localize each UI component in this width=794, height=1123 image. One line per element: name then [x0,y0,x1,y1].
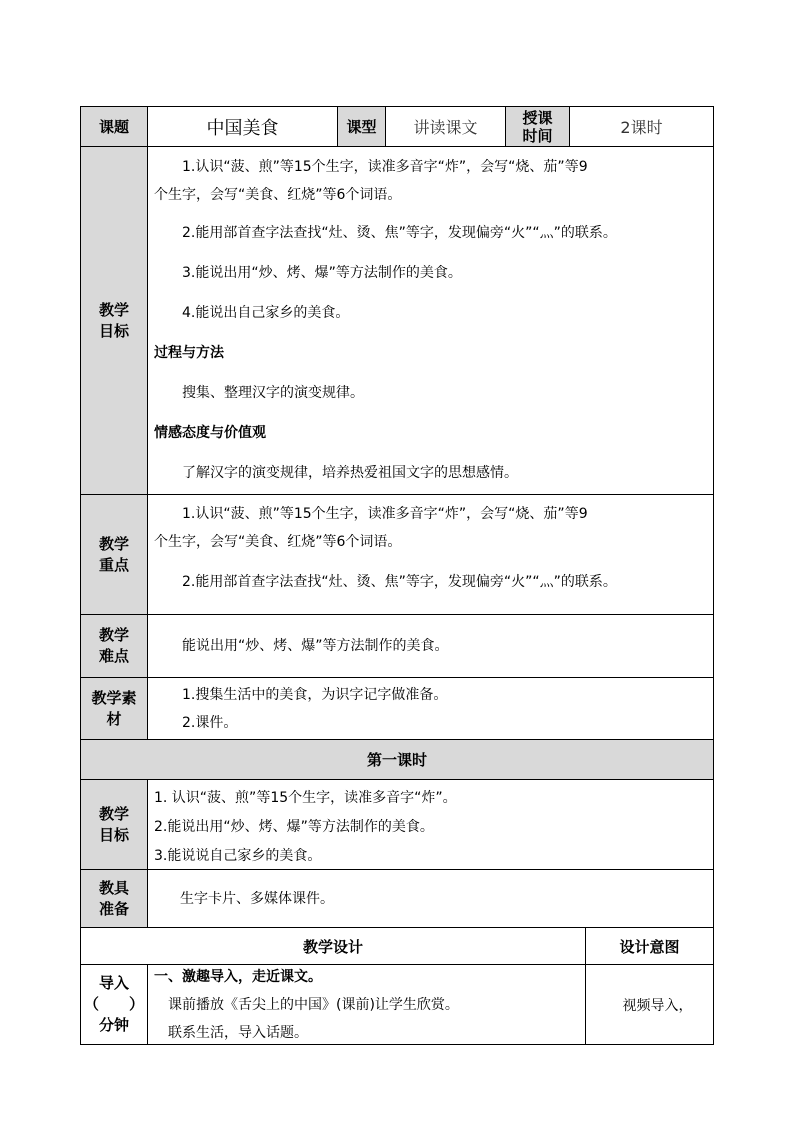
intro-line-1: 课前播放《舌尖上的中国》(课前)让学生欣赏。 [168,997,459,1013]
lesson1-title-row [81,740,714,780]
key-item-1-line2: 个生字，会写“美食、红烧”等6个词语。 [154,534,402,550]
time-value: 2课时 [570,107,714,146]
material-item-1: 1.搜集生活中的美食，为识字记字做准备。 [182,687,448,703]
subject-label: 课题 [81,107,148,146]
intent-col-heading: 设计意图 [586,928,714,964]
key-points-label-line2: 重点 [98,555,129,574]
difficulties-row [81,615,714,678]
header-row [81,107,714,147]
lesson1-goals-label [81,780,148,869]
goals-content [148,147,714,494]
goals-label-line1: 教学 [98,300,129,319]
time-label-line1: 授课 [522,108,553,127]
materials-label-line1: 教学素 [91,688,137,707]
key-item-2: 2.能用部首查字法查找“灶、烫、焦”等字，发现偏旁“火”“灬”的联系。 [182,574,617,590]
design-col-heading: 教学设计 [81,928,586,964]
lesson1-tools-content [148,870,714,927]
lesson1-tools-label-line2: 准备 [98,899,129,918]
materials-content [148,678,714,739]
design-header-row [81,928,714,965]
materials-label [81,678,148,739]
intro-label-line2: （ ） [83,995,144,1013]
lesson1-goal-3: 3.能说说自己家乡的美食。 [154,848,322,864]
lesson1-title: 第一课时 [81,740,714,779]
intro-label-line3: 分钟 [98,1016,129,1034]
key-points-content [148,495,714,614]
process-heading: 过程与方法 [154,345,224,361]
lesson1-goals-row [81,780,714,870]
type-value: 讲读课文 [386,107,506,146]
goal-item-1-line1: 1.认识“菠、煎”等15个生字，读准多音字“炸”，会写“烧、茄”等9 [182,159,588,175]
goals-label-line2: 目标 [98,321,129,340]
process-text: 搜集、整理汉字的演变规律。 [182,385,364,401]
goal-item-1-line2: 个生字，会写“美食、红烧”等6个词语。 [154,187,402,203]
type-label: 课型 [338,107,386,146]
lesson1-tools-label [81,870,148,927]
subject-value: 中国美食 [148,107,338,146]
time-label [506,107,570,146]
time-label-line2: 时间 [522,126,553,145]
lesson-plan-table [80,106,714,1045]
difficulties-label-line1: 教学 [98,626,129,644]
intro-heading: 一、激趣导入，走近课文。 [154,969,322,985]
intro-label-line1: 导入 [98,974,129,992]
intro-line-2: 联系生活，导入话题。 [168,1025,308,1041]
goals-label [81,147,148,494]
lesson1-goals-label-line1: 教学 [98,804,129,823]
emotion-text: 了解汉字的演变规律，培养热爱祖国文字的思想感情。 [182,465,518,481]
key-item-1-line1: 1.认识“菠、煎”等15个生字，读准多音字“炸”，会写“烧、茄”等9 [182,506,588,522]
intro-intent-text: 视频导入， [622,997,693,1014]
difficulties-content [148,615,714,677]
goal-item-4: 4.能说出自己家乡的美食。 [182,305,350,321]
intro-label [81,965,148,1044]
intro-content [148,965,586,1044]
lesson1-tools-label-line1: 教具 [98,878,129,897]
intro-intent [586,965,714,1044]
key-points-label [81,495,148,614]
lesson1-goal-2: 2.能说出用“炒、烤、爆”等方法制作的美食。 [154,819,434,835]
material-item-2: 2.课件。 [182,715,238,731]
goals-row [81,147,714,495]
difficulties-text: 能说出用“炒、烤、爆”等方法制作的美食。 [182,638,449,654]
intro-row [81,965,714,1045]
lesson1-tools-row [81,870,714,928]
emotion-heading: 情感态度与价值观 [154,425,266,441]
goal-item-2: 2.能用部首查字法查找“灶、烫、焦”等字，发现偏旁“火”“灬”的联系。 [182,225,617,241]
lesson1-tools-text: 生字卡片、多媒体课件。 [180,890,334,907]
difficulties-label-line2: 难点 [98,647,129,665]
lesson1-goal-1: 1. 认识“菠、煎”等15个生字，读准多音字“炸”。 [154,790,457,806]
lesson1-goals-label-line2: 目标 [98,825,129,844]
goal-item-3: 3.能说出用“炒、烤、爆”等方法制作的美食。 [182,265,462,281]
lesson1-goals-content [148,780,714,869]
difficulties-label [81,615,148,677]
key-points-row [81,495,714,615]
key-points-label-line1: 教学 [98,534,129,553]
materials-label-line2: 材 [106,709,122,728]
materials-row [81,678,714,740]
